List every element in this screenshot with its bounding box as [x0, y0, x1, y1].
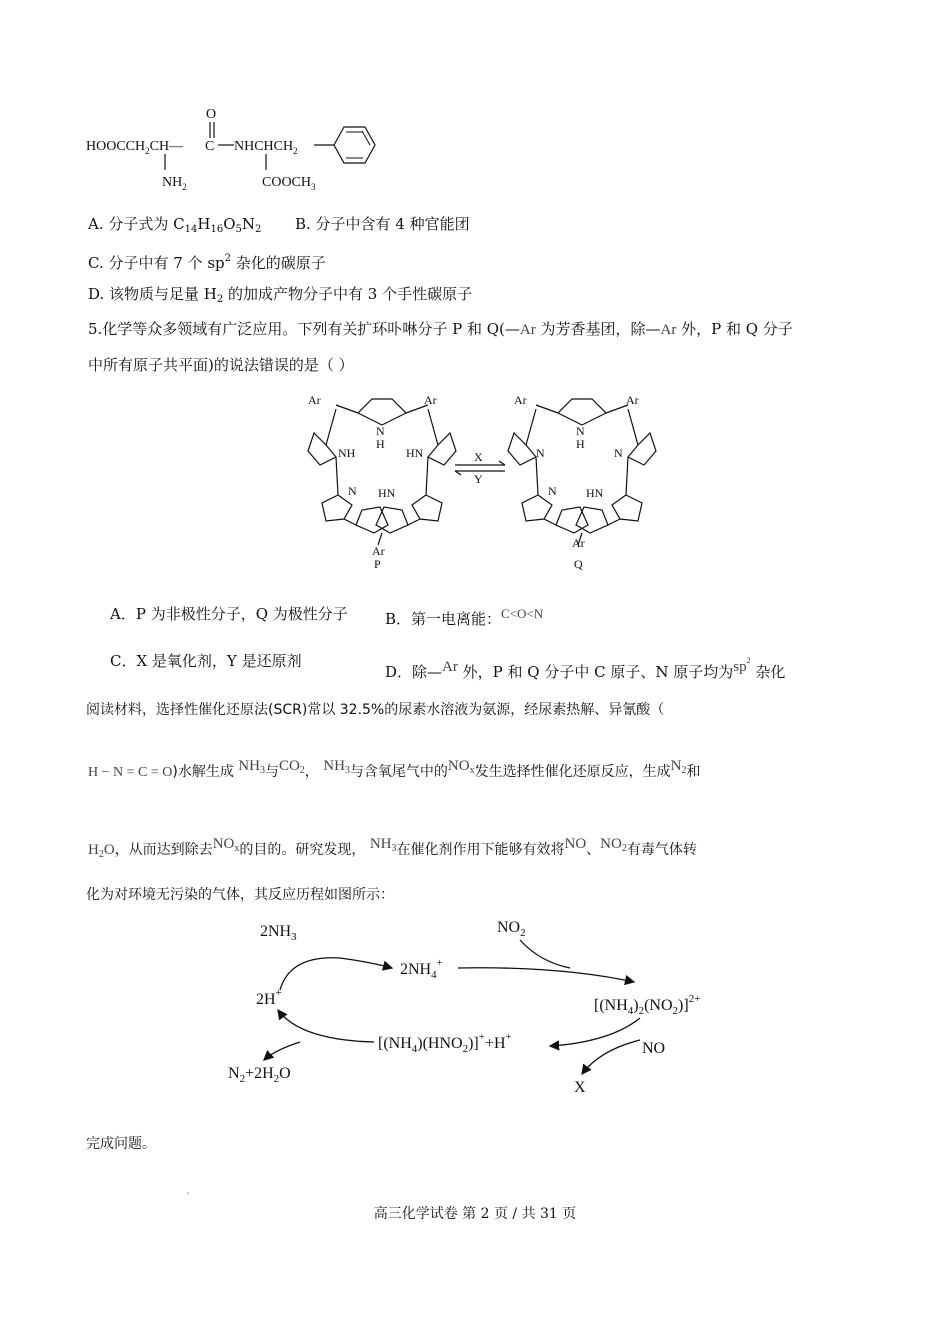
svg-text:Ar: Ar	[626, 393, 639, 407]
option-c: C. 分子中有 7 个 $sp^2$ 杂化的碳原子	[88, 253, 326, 272]
svg-text:NO2: $NO_2$	[497, 919, 526, 939]
svg-text:Ar: Ar	[308, 393, 321, 407]
svg-text:NH: NH	[338, 446, 356, 460]
svg-text:H: H	[576, 437, 585, 451]
svg-text:N: N	[614, 446, 623, 460]
reading-line-4: 化为对环境无污染的气体，其反应历程如图所示：	[86, 887, 394, 903]
svg-text:HOOCCH2CH—: $HOOCCH_2CH—$	[86, 139, 184, 156]
svg-text:Q: Q	[574, 557, 583, 571]
q5-option-d: D．除—Ar 外，P 和 Q 分子中 C 原子、N 原子均为$sp^2$ 杂化	[385, 656, 786, 681]
svg-text:HN: HN	[586, 486, 604, 500]
svg-text:HN: HN	[406, 446, 424, 460]
svg-text:2NH4+: $2NH_4^+$	[400, 957, 443, 981]
svg-text:NH2: $NH_2$	[162, 175, 187, 192]
svg-text:N: N	[548, 484, 557, 498]
svg-text:Y: Y	[474, 472, 483, 486]
finish-text: 完成问题。	[86, 1136, 156, 1152]
svg-text:2H+: 2H+	[256, 987, 282, 1008]
svg-text:N: N	[348, 484, 357, 498]
stray-mark: `	[186, 1193, 191, 1204]
reading-line-3: $H_2O$，从而达到除去$NO_x$的目的。研究发现， $NH_3$在催化剂作用下能够有效将NO、$NO_2$有毒气体转	[88, 836, 697, 860]
q5-option-b: B．第一电离能：C<O<N	[385, 606, 544, 628]
svg-text:N2+2H2O: $N_2+2H_2O$	[228, 1065, 291, 1085]
porphyrin-diagram	[300, 385, 670, 580]
svg-text:[(NH4)2(NO2)]2+: $[(NH_4)_2(NO_2)]^{2+}$	[594, 993, 701, 1017]
svg-text:P: P	[374, 557, 381, 571]
svg-text:X: X	[474, 450, 483, 464]
q5-option-c: C．X 是氧化剂，Y 是还原剂	[110, 652, 302, 670]
svg-text:H: H	[376, 437, 385, 451]
option-d: D. 该物质与足量 $H_2$ 的加成产物分子中有 3 个手性碳原子	[88, 285, 473, 305]
svg-text:Ar: Ar	[372, 544, 385, 558]
option-b: B. 分子中含有 4 种官能团	[295, 215, 470, 233]
q5-option-a: A．P 为非极性分子，Q 为极性分子	[110, 605, 348, 623]
svg-text:X: X	[574, 1079, 586, 1096]
svg-text:HN: HN	[378, 486, 396, 500]
svg-text:N: N	[576, 424, 585, 438]
question-5-stem-2: 中所有原子共平面)的说法错误的是（ ）	[88, 356, 354, 374]
reading-line-1: 阅读材料，选择性催化还原法(SCR)常以 32.5%的尿素水溶液为氨源，经尿素热解、异氰酸（	[86, 702, 665, 718]
svg-text:N: N	[536, 446, 545, 460]
svg-text:N: N	[376, 424, 385, 438]
carbonyl-o: O	[206, 107, 217, 122]
svg-text:2NH3: $2NH_3$	[260, 923, 297, 943]
svg-text:Ar: Ar	[572, 536, 585, 550]
svg-text:COOCH3: $COOCH_3$	[262, 175, 316, 192]
question-5-stem: 5.化学等众多领域有广泛应用。下列有关扩环卟啉分子 P 和 Q(—Ar 为芳香基团，除—Ar 外，P 和 Q 分子	[88, 320, 793, 338]
page-footer: 高三化学试卷 第 2 页 / 共 31 页	[373, 1206, 577, 1222]
svg-text:NO: NO	[642, 1040, 666, 1057]
svg-text:Ar: Ar	[514, 393, 527, 407]
svg-text:Ar: Ar	[424, 393, 437, 407]
svg-text:[(NH4)(HNO2)]++H+: $[(NH_4)(HNO_2)]^++H^+$	[378, 1031, 512, 1055]
option-a: A. 分子式为 $C_{14}H_{16}O_5N_2$	[88, 215, 262, 235]
molecule-structure-1	[84, 100, 394, 195]
svg-text:NHCHCH2: $NHCHCH_2$	[234, 139, 298, 156]
reading-line-2: H − N = C = O)水解生成 $NH_3$与$CO_2$， $NH_3$与含氧尾气中的$NO_x$发生选择性催化还原反应，生成$N_2$和	[88, 758, 701, 780]
reaction-cycle-diagram	[220, 910, 740, 1100]
svg-text:C: C	[205, 139, 215, 154]
